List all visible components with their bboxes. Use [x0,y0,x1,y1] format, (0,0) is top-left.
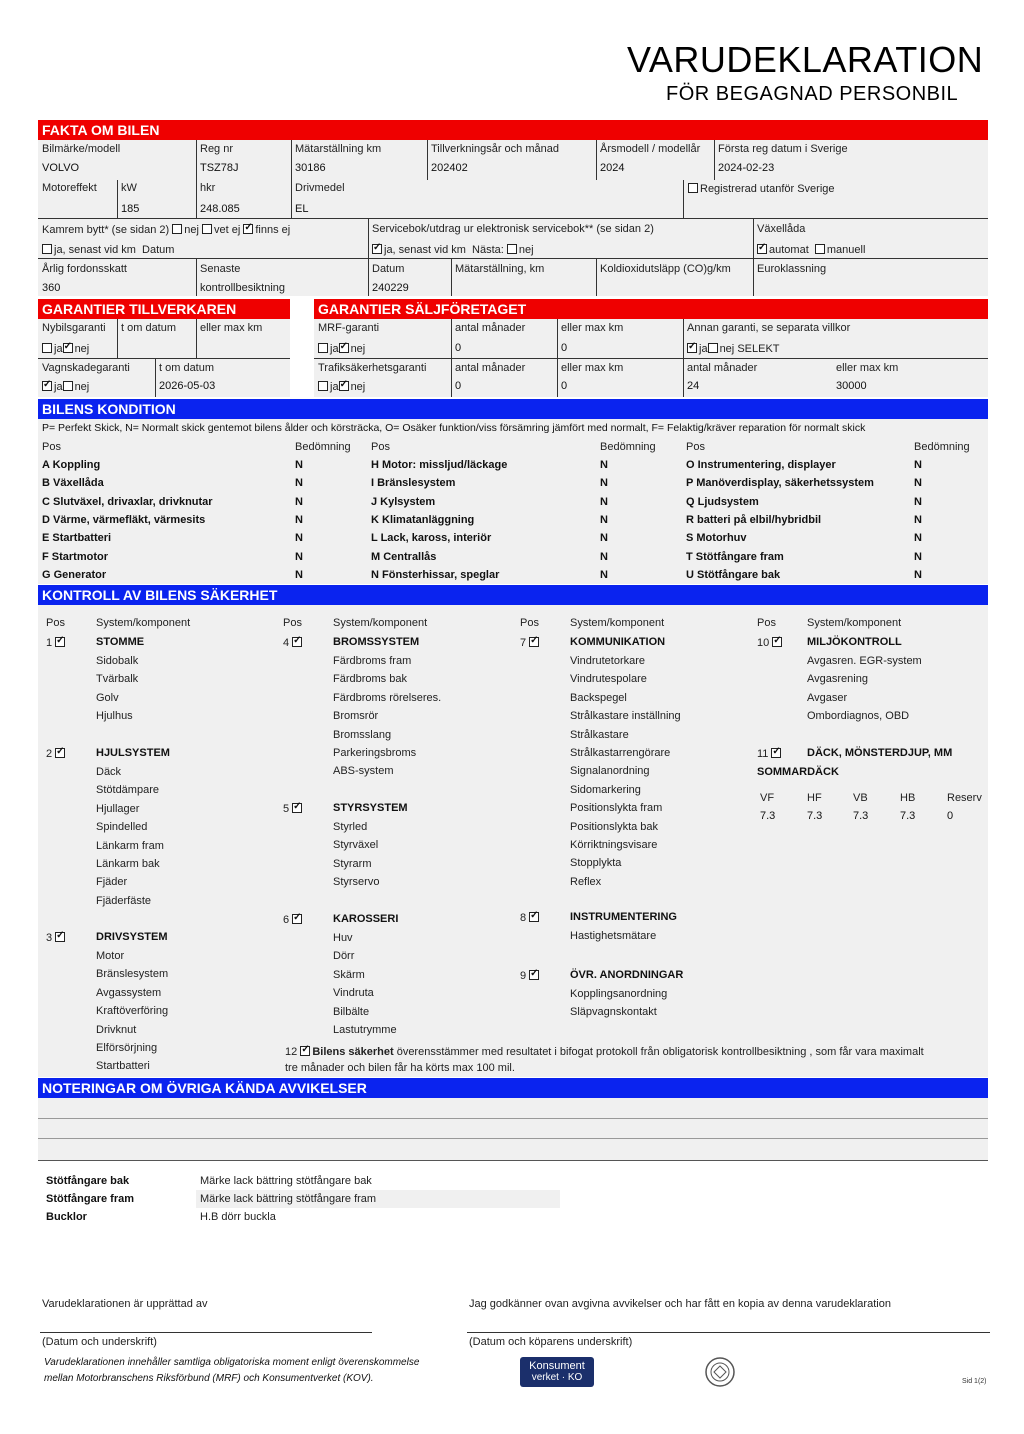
kond-grade-header: Bedömning [295,441,351,453]
prepared-label: Varudeklarationen är upprättad av [42,1298,208,1310]
sak-component: Sidomarkering [570,783,641,796]
sak-group-checkbox[interactable] [55,637,65,647]
make-value[interactable]: VOLVO [42,162,80,174]
sak-component: Skärm [333,968,365,981]
sak-component: Färdbroms bak [333,673,407,686]
insp-odo-label: Mätarställning, km [455,263,545,275]
noteringar-band: NOTERINGAR OM ÖVRIGA KÄNDA AVVIKELSER [38,1078,988,1098]
konsumentverket-logo: Konsument verket · KO [520,1357,594,1387]
noteringar-area [38,1098,988,1160]
sak-group-checkbox[interactable] [292,803,302,813]
fakta-band: FAKTA OM BILEN [38,120,988,140]
nybil-nej-checkbox[interactable] [63,343,73,353]
sak-group-title: HJULSYSTEM [96,747,170,759]
sak-group-title: STOMME [96,636,145,648]
kond-item-name: S Motorhuv [686,532,747,545]
reg-label: Reg nr [200,143,234,155]
footer-note-2: mellan Motorbranschens Riksförbund (MRF) och Konsumentverket (KOV). [44,1373,374,1384]
sak-component: Spindelled [96,821,148,834]
kond-pos-header: Pos [371,441,390,453]
kond-item-name: R batteri på elbil/hybridbil [686,513,822,526]
kamrem-vetej-checkbox[interactable] [202,224,212,234]
annan-km-label: eller max km [836,362,899,374]
sak-group-checkbox[interactable] [292,914,302,924]
sak-component: Tvärbalk [96,673,139,686]
sak-group-title: MILJÖKONTROLL [807,636,902,648]
vagn-ja-checkbox[interactable] [42,381,52,391]
kond-item-name: Q Ljudsystem [686,495,759,508]
trafik-km-value[interactable]: 0 [561,380,568,392]
sak-component: Drivknut [96,1023,137,1036]
kondition-legend: P= Perfekt Skick, N= Normalt skick gentemot bilens ålder och körsträcka, O= Osäker funktion/viss försämring jämfört med normalt, F= Felaktig/kräver reparation för normalt skick [42,422,866,434]
tire-depth-value[interactable]: 7.3 [900,810,916,822]
annan-row: ✓ja nej SELEKT [687,343,780,355]
senaste-label: Senaste [200,263,241,275]
sak-group-title: ÖVR. ANORDNINGAR [570,969,684,981]
sak-component: Färdbroms fram [333,655,412,667]
euro-label: Euroklassning [757,263,827,275]
kond-item-grade[interactable]: N [914,513,922,526]
sak-component: ABS-system [333,765,394,778]
kond-item-name: U Stötfångare bak [686,568,781,581]
kond-item-name: F Startmotor [42,550,108,563]
kond-item-grade[interactable]: N [295,568,303,581]
kond-item-name: C Slutväxel, drivaxlar, drivknutar [42,495,213,508]
kond-item-grade[interactable]: N [914,550,922,563]
sak-group-title: DRIVSYSTEM [96,931,168,943]
sak-group-num: 8✓ [520,912,541,924]
sak-component: Strålkastare inställning [570,710,681,723]
sak-component: Signalanordning [570,765,650,778]
sak-component: Hjulhus [96,710,133,723]
nybil-row: ja✓ nej [42,343,89,355]
kond-item-name: T Stötfångare fram [686,550,784,563]
note-value[interactable]: H.B dörr buckla [200,1211,276,1223]
kond-item-name: M Centrallås [371,550,437,563]
sak-component: Hjullager [96,802,140,815]
sak-component: Parkeringsbroms [333,747,417,759]
sak-component: Avgassystem [96,986,162,999]
document-subtitle: FÖR BEGAGNAD PERSONBIL [666,83,959,105]
annan-nej-checkbox[interactable] [708,343,718,353]
kond-pos-header: Pos [686,441,705,453]
annan-ja-checkbox[interactable] [687,343,697,353]
kond-item-grade[interactable]: N [600,550,608,563]
kond-item-grade[interactable]: N [295,495,303,508]
vagn-row: ✓ja nej [42,381,89,393]
sak-component: Däck [96,766,122,778]
kond-item-grade[interactable]: N [600,568,608,581]
safety-statement: 12 ✓ Bilens säkerhet överensstämmer med resultatet i bifogat protokoll från obligatorisk kontrollbesiktning , som får vara maximalt [285,1046,924,1058]
kond-grade-header: Bedömning [914,441,970,453]
tire-pos-label: VB [853,792,868,804]
sak-component: Länkarm bak [96,858,160,870]
trafik-man-value[interactable]: 0 [455,380,462,392]
sak-group-checkbox[interactable] [529,970,539,980]
insp-date-value[interactable]: 240229 [372,282,409,294]
kond-item-grade[interactable]: N [914,477,922,490]
note-key: Stötfångare fram [46,1193,135,1205]
signature-line-buyer[interactable] [467,1332,990,1333]
first-reg-label: Första reg datum i Sverige [718,143,848,155]
mrf-man-label: antal månader [455,322,526,334]
sak-group-title: INSTRUMENTERING [570,911,677,923]
tax-value[interactable]: 360 [42,282,61,294]
fuel-label: Drivmedel [295,182,345,194]
kond-item-grade[interactable]: N [600,513,608,526]
trafik-man-label: antal månader [455,362,526,374]
tire-depth-value[interactable]: 7.3 [853,810,869,822]
garanti-salj-band: GARANTIER SÄLJFÖRETAGET [314,299,988,319]
tire-depth-value[interactable]: 7.3 [760,810,776,822]
sak-component: Strålkastare [570,728,629,741]
sak-component: Reflex [570,875,602,888]
sak-component: Elförsörjning [96,1042,158,1054]
sak-component: Släpvagnskontakt [570,1006,657,1019]
insp-date-label: Datum [372,263,405,275]
abroad-check-icon[interactable] [688,183,698,193]
sak-component: Stötdämpare [96,784,159,797]
sak-component: Positionslykta fram [570,802,663,815]
sak-sys-header: System/komponent [333,617,428,629]
tire-pos-label: VF [760,792,775,804]
annan-label: Annan garanti, se separata villkor [687,322,851,334]
kond-item-grade[interactable]: N [295,477,303,490]
kamrem-nej-checkbox[interactable] [172,224,182,234]
first-reg-value[interactable]: 2024-02-23 [718,162,775,174]
mfg-label: Tillverkningsår och månad [431,143,559,155]
sak-group-num: 11✓ [757,748,783,760]
sak-component: Styrservo [333,876,380,889]
sak-sys-header: System/komponent [570,617,665,629]
mrf-row: ja✓ nej [318,343,365,355]
kondition-band: BILENS KONDITION [38,399,988,419]
kond-item-grade[interactable]: N [914,459,922,471]
kond-item-name: E Startbatteri [42,532,112,545]
sak-group-checkbox[interactable] [529,637,539,647]
sak-component: Avgasrening [807,673,868,686]
kond-item-name: I Bränslesystem [371,477,456,490]
sak-component: Styrarm [333,857,372,870]
sak-group-num: 5✓ [283,803,304,815]
kamrem-row: Kamrem bytt* (se sidan 2) nej vet ej ✓ finns ej [42,224,290,236]
sak-component: Avgaser [807,691,848,704]
sak-sys-header: System/komponent [96,617,191,629]
sak-component: Vindrutetorkare [570,655,646,667]
vagn-tom-label: t om datum [159,362,215,374]
kond-item-grade[interactable]: N [914,532,922,545]
annan-man-label: antal månader [687,362,758,374]
gearbox-automat-checkbox[interactable] [757,244,767,254]
gearbox-label: Växellåda [757,223,806,235]
model-year-value[interactable]: 2024 [600,162,625,174]
sak-group-num: 7✓ [520,637,541,649]
sak-pos-header: Pos [520,617,539,629]
mrf-nej-checkbox[interactable] [339,343,349,353]
sak-component: Vindruta [333,987,374,1000]
mrf-man-value[interactable]: 0 [455,342,462,354]
sak-component: Sidobalk [96,655,139,667]
sak-component: Dörr [333,950,355,963]
mfg-value[interactable]: 202402 [431,162,468,174]
garanti-tillv-band: GARANTIER TILLVERKAREN [38,299,290,319]
tire-title: SOMMARDÄCK [757,766,839,778]
sak-group-checkbox[interactable] [55,748,65,758]
kond-item-name: O Instrumentering, displayer [686,459,836,471]
kond-item-grade[interactable]: N [295,459,303,471]
co2-label: Koldioxidutsläpp (CO)g/km [600,263,731,275]
hk-value[interactable]: 248.085 [200,203,240,215]
document-title: VARUDEKLARATION [627,39,984,80]
tire-depth-value[interactable]: 0 [947,810,954,822]
trafik-nej-checkbox[interactable] [339,381,349,391]
kond-item-grade[interactable]: N [914,568,922,581]
nybil-ja-checkbox[interactable] [42,343,52,353]
sak-pos-header: Pos [46,617,65,629]
sak-component: Bilbälte [333,1005,370,1018]
sak-group-checkbox[interactable] [292,637,302,647]
sak-group-num: 6✓ [283,914,304,926]
kond-item-name: J Kylsystem [371,495,436,508]
kond-item-grade[interactable]: N [600,532,608,545]
nybil-tom-label: t om datum [121,322,177,334]
sak-component: Fjäderfäste [96,894,152,907]
sak-group-checkbox[interactable] [771,748,781,758]
abroad-checkbox[interactable]: Registrerad utanför Sverige [688,183,835,195]
nybil-label: Nybilsgaranti [42,322,106,334]
kond-item-grade[interactable]: N [295,513,303,526]
sak-component: Backspegel [570,691,627,704]
note-key: Stötfångare bak [46,1175,130,1187]
kond-item-name: H Motor: missljud/läckage [371,459,508,471]
sakerhet-band: KONTROLL AV BILENS SÄKERHET [38,585,988,605]
sak-component: Stopplykta [570,857,622,870]
sak-component: Startbatteri [96,1060,150,1073]
servicebok-ja-checkbox[interactable] [372,244,382,254]
kond-item-name: K Klimatanläggning [371,513,475,526]
sak-component: Styrled [333,821,368,833]
kond-item-name: B Växellåda [42,477,104,490]
odo-label: Mätarställning km [295,143,382,155]
mrf-seal-icon [704,1356,736,1388]
sak-component: Körriktningsvisare [570,839,658,851]
kamrem-finnsej-checkbox[interactable] [243,224,253,234]
servicebok-nej-checkbox[interactable] [507,244,517,254]
servicebok-row: ✓ja, senast vid km Nästa: nej [372,244,534,256]
kond-item-grade[interactable]: N [295,532,303,545]
kond-item-grade[interactable]: N [295,550,303,563]
sak-sys-header: System/komponent [807,617,902,629]
vagn-date-value[interactable]: 2026-05-03 [159,380,216,392]
sak-component: Bromsslang [333,728,392,741]
sak-group-num: 9✓ [520,970,541,982]
approve-label: Jag godkänner ovan avgivna avvikelser och har fått en kopia av denna varudeklaration [469,1298,891,1310]
fuel-value[interactable]: EL [295,203,309,215]
sak-component: Bränslesystem [96,968,169,981]
tire-depth-value[interactable]: 7.3 [807,810,823,822]
sak-component: Fjäder [96,876,128,889]
kontroll-label: kontrollbesiktning [200,282,285,294]
sak-group-num: 3✓ [46,932,67,944]
sak-component: Vindrutespolare [570,673,647,686]
mrf-ja-checkbox[interactable] [318,343,328,353]
hk-label: hkr [200,182,216,194]
kond-item-grade[interactable]: N [600,459,608,471]
kond-grade-header: Bedömning [600,441,656,453]
kond-item-name: P Manöverdisplay, säkerhetssystem [686,477,874,490]
kond-item-name: N Fönsterhissar, speglar [371,568,500,581]
trafik-km-label: eller max km [561,362,624,374]
sak-component: Bromsrör [333,710,379,723]
model-year-label: Årsmodell / modellår [600,143,701,155]
sak-component: Ombordiagnos, OBD [807,710,910,723]
kw-value[interactable]: 185 [121,203,140,215]
sak-group-title: BROMSSYSTEM [333,636,420,648]
sak-component: Motor [96,950,125,962]
sak-component: Huv [333,932,353,944]
kond-item-grade[interactable]: N [914,495,922,508]
trafik-row: ja✓ nej [318,381,365,393]
note-value[interactable]: Märke lack bättring stötfångare fram [200,1193,377,1205]
sak-pos-header: Pos [283,617,302,629]
sak-group-checkbox[interactable] [772,637,782,647]
sak-component: Färdbroms rörelseres. [333,691,442,704]
sak-group-num: 2✓ [46,748,67,760]
sak-group-title: STYRSYSTEM [333,802,408,814]
mrf-km-label: eller max km [561,322,624,334]
power-label: Motoreffekt [42,182,97,194]
tire-pos-label: Reserv [947,792,982,804]
sak-component: Lastutrymme [333,1024,397,1036]
tire-pos-label: HB [900,792,916,804]
signature-line-seller[interactable] [40,1332,372,1333]
sak-component: Kraftöverföring [96,1005,169,1018]
kond-item-name: L Lack, kaross, interiör [371,532,492,545]
trafik-ja-checkbox[interactable] [318,381,328,391]
odo-value[interactable]: 30186 [295,162,326,174]
sak-component: Avgasren. EGR-system [807,655,922,667]
sak-component: Positionslykta bak [570,820,659,833]
servicebok-label: Servicebok/utdrag ur elektronisk servicebok** (se sidan 2) [372,223,654,235]
sig1-label: (Datum och underskrift) [42,1336,157,1348]
safety-statement-line2: tre månader och bilen får ha körts max 100 mil. [285,1062,515,1074]
kond-item-grade[interactable]: N [600,477,608,490]
tax-label: Årlig fordonsskatt [42,263,127,275]
sak-group-checkbox[interactable] [529,912,539,922]
sak-component: Styrväxel [333,839,379,852]
kond-item-grade[interactable]: N [600,495,608,508]
note-value[interactable]: Märke lack bättring stötfångare bak [200,1175,372,1187]
trafik-label: Trafiksäkerhetsgaranti [318,362,427,374]
annan-value[interactable]: SELEKT [737,343,780,355]
sak-pos-header: Pos [757,617,776,629]
kond-pos-header: Pos [42,441,61,453]
kamrem-ja-row: ja, senast vid km Datum [42,244,174,256]
sak-component: Strålkastarrengörare [570,747,671,759]
mrf-label: MRF-garanti [318,322,380,334]
sak-group-num: 4✓ [283,637,304,649]
note-key: Bucklor [46,1211,87,1223]
page-number: Sid 1(2) [962,1378,987,1385]
annan-man-value[interactable]: 24 [687,380,700,392]
sak-component: Länkarm fram [96,839,164,852]
sak-component: Hastighetsmätare [570,930,657,942]
mrf-km-value[interactable]: 0 [561,342,568,354]
kond-item-name: D Värme, värmefläkt, värmesits [42,513,206,526]
footer-note-1: Varudeklarationen innehåller samtliga obligatoriska moment enligt överenskommelse [44,1357,420,1368]
kond-item-name: A Koppling [42,459,101,471]
kamrem-ja-checkbox[interactable] [42,244,52,254]
nybil-km-label: eller max km [200,322,263,334]
sak-component: Golv [96,691,119,704]
sak-group-num: 10✓ [757,637,784,649]
sak-component: Kopplingsanordning [570,988,668,1000]
sak-group-title: KOMMUNIKATION [570,636,666,648]
reg-value[interactable]: TSZ78J [200,162,239,174]
kond-item-name: G Generator [42,568,107,581]
gearbox-manuell-checkbox[interactable] [815,244,825,254]
sak-group-checkbox[interactable] [55,932,65,942]
annan-km-value[interactable]: 30000 [836,380,867,392]
vagn-label: Vagnskadegaranti [42,362,130,374]
sak-group-num: 1✓ [46,637,67,649]
make-label: Bilmärke/modell [42,143,121,155]
gearbox-row: ✓automat manuell [757,244,865,256]
sak-group-title: DÄCK, MÖNSTERDJUP, MM [807,747,953,759]
vagn-nej-checkbox[interactable] [63,381,73,391]
kw-label: kW [121,182,137,194]
sig2-label: (Datum och köparens underskrift) [469,1336,633,1348]
tire-pos-label: HF [807,792,822,804]
sak-group-title: KAROSSERI [333,913,399,925]
safety-checkbox[interactable] [300,1046,310,1056]
